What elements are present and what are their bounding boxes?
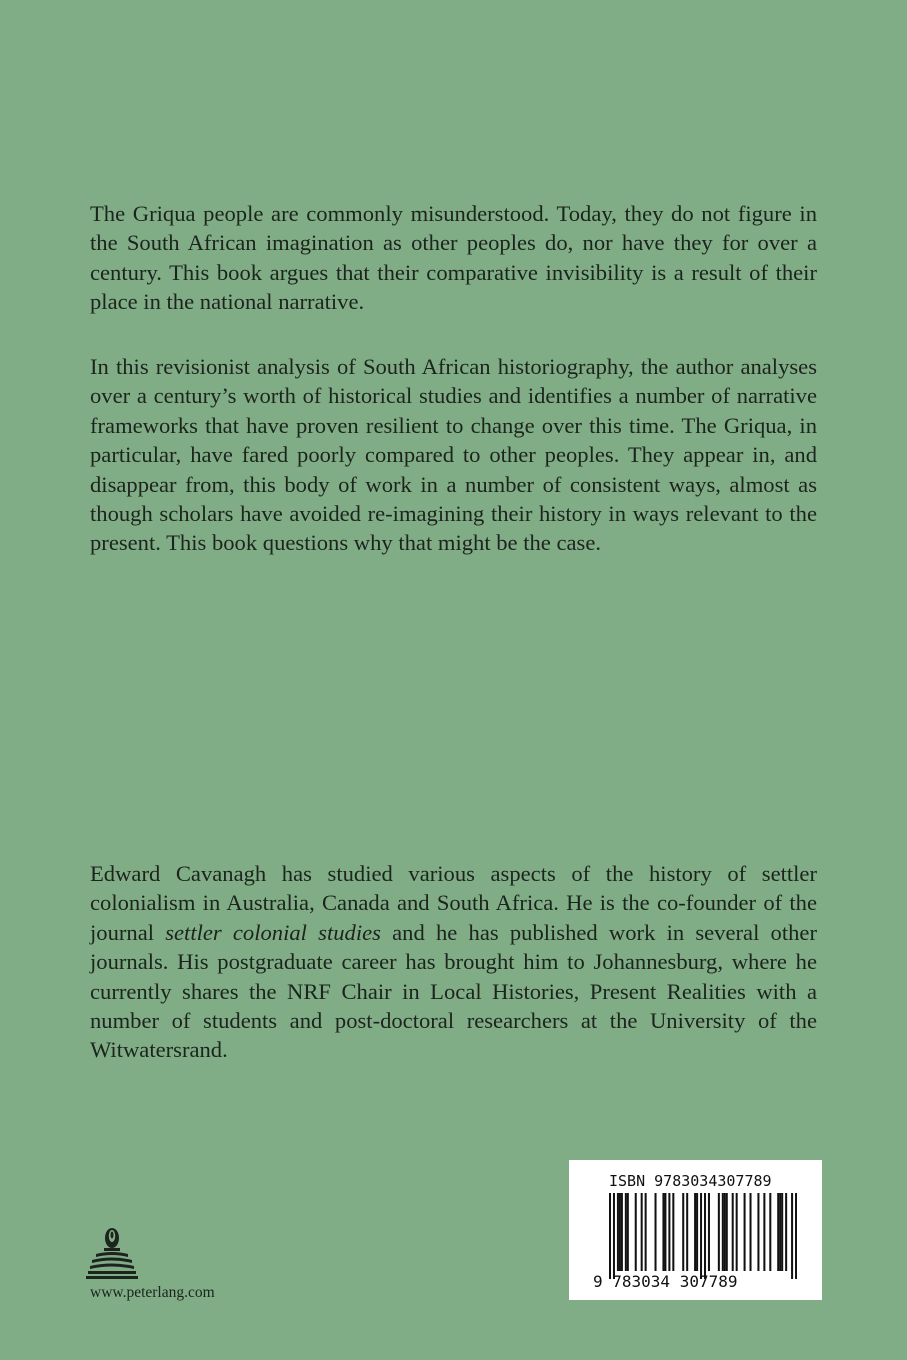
barcode-bar [694, 1193, 696, 1271]
barcode-bar [736, 1193, 738, 1271]
barcode-bar [662, 1193, 664, 1271]
barcode-bar [619, 1193, 621, 1271]
barcode-bar [779, 1193, 781, 1271]
publisher-url[interactable]: www.peterlang.com [90, 1284, 215, 1301]
barcode-bar [744, 1193, 746, 1271]
barcode-bar [700, 1193, 702, 1279]
barcode-bar [635, 1193, 637, 1271]
journal-title: settler colonial studies [165, 919, 381, 945]
barcode-bar [769, 1193, 771, 1271]
barcode-bar [609, 1193, 611, 1279]
peter-lang-tree-logo-icon [86, 1224, 138, 1280]
barcode-bar [763, 1193, 765, 1271]
barcode-bar [732, 1193, 734, 1271]
author-bio-text-start: Edward Cavanagh has studied various aspects of the history of settler colonialism in Australia, Canada and South Africa. He is the co-founder of the journal [90, 861, 817, 945]
barcode-bar [757, 1193, 759, 1271]
barcode-bar [696, 1193, 698, 1271]
barcode-bar [641, 1193, 643, 1271]
barcode-bar [722, 1193, 724, 1271]
barcode-bar [791, 1193, 793, 1279]
barcode-bar [785, 1193, 787, 1271]
barcode-graphic [609, 1193, 797, 1279]
barcode-bar [795, 1193, 797, 1279]
barcode-bar [718, 1193, 720, 1271]
description-paragraph-2: In this revisionist analysis of South African historiography, the author analyses over a century’s worth of historical studies and identifies a number of narrative frameworks that have proven resilient to change over this time. The Griqua, in particular, have fared poorly compared to other peoples. They appear in, and disappear from, this body of work in a number of consistent ways, almost as though scholars have avoided re-imagining their history in ways relevant to the present. This book questions why that might be the case. [90, 354, 817, 556]
barcode-bar [655, 1193, 657, 1271]
barcode-bar [750, 1193, 752, 1271]
barcode-digits: 9 783034 307789 [593, 1272, 738, 1291]
barcode-bar [686, 1193, 688, 1271]
barcode-bar [627, 1193, 629, 1271]
isbn-label: ISBN 9783034307789 [609, 1172, 772, 1190]
barcode-bar [704, 1193, 706, 1279]
barcode-bar [682, 1193, 684, 1271]
barcode-bar [777, 1193, 779, 1271]
barcode-bar [613, 1193, 615, 1279]
barcode-bar [708, 1193, 710, 1271]
barcode-bar [617, 1193, 619, 1271]
author-bio [90, 859, 817, 1065]
barcode-bar [645, 1193, 647, 1271]
barcode-bar [672, 1193, 674, 1271]
barcode-bar [726, 1193, 728, 1271]
barcode-bar [664, 1193, 666, 1271]
barcode-bar [724, 1193, 726, 1271]
description-paragraph-1: The Griqua people are commonly misunderstood. Today, they do not figure in the South African imagination as other peoples do, nor have they for over a century. This book argues that their comparative invisibility is a result of their place in the national narrative. [90, 201, 817, 315]
author-bio-text-end: and he has published work in several other journals. His postgraduate career has brought him to Johannesburg, where he currently shares the NRF Chair in Local Histories, Present Realities with a number of students and post-doctoral researchers at the University of the Witwatersrand. [90, 919, 817, 1063]
barcode-bar [668, 1193, 670, 1271]
barcode-bar [621, 1193, 623, 1271]
isbn-barcode-box [569, 1160, 822, 1300]
barcode-bar [625, 1193, 627, 1271]
barcode-bar [781, 1193, 783, 1271]
